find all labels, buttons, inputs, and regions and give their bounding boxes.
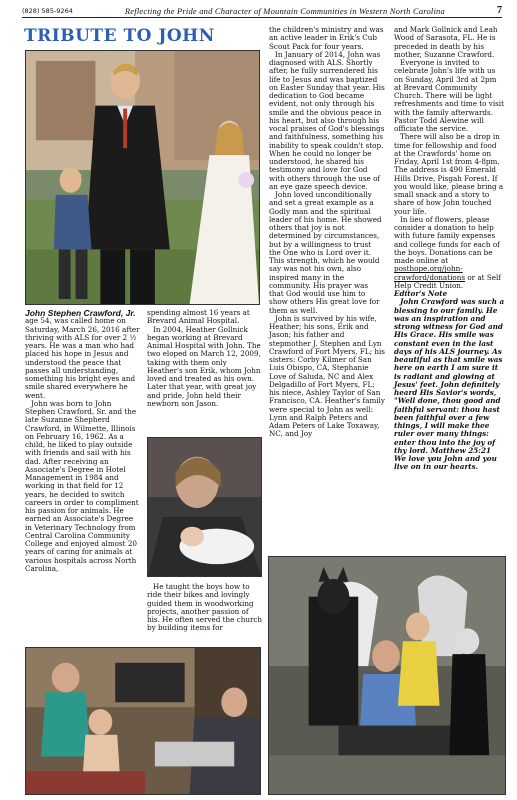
paragraph: and Mark Gollnick and Leah Wood of Sarasota, FL. He is preceded in death by his mother, Suzanne Crawford. xyxy=(394,25,498,59)
header-slogan: Reflecting the Pride and Character of Mountain Communities in Western North Carolina xyxy=(124,5,445,16)
column-2 xyxy=(147,309,263,408)
editor-note-heading: Editor's Note xyxy=(394,289,448,298)
column-2-bottom xyxy=(147,583,263,633)
paragraph: age 54, was called home on Saturday, March 26, 2016 after thriving with ALS for over 2 ½ years. He was a man who had placed his hope in Jesus and understood the peace that passes all understanding, something his bright eyes and smile shared everywhere he went. xyxy=(25,316,140,400)
paragraph: the children's ministry and was an active leader in Erik's Cub Scout Pack for four years. xyxy=(269,25,384,51)
page-header xyxy=(22,4,502,18)
paragraph: John loved unconditionally and set a great example as a Godly man and the spiritual leader of his home. He showed others that joy is not determined by circumstances, but by a willingness to trust the One who is Lord over it. This strength, which he would say was not his own, also inspired many in the community. His prayer was that God would use him to show others His great love for them as well. xyxy=(269,190,382,315)
paragraph: In lieu of flowers, please consider a donation to help with future family expenses and college funds for each of the boys. Donations can be made online at posthope.org/john-crawford/donations or at Self Help Credit Union. xyxy=(394,214,501,290)
mother-baby-photo xyxy=(147,437,262,577)
column-4 xyxy=(394,26,505,472)
paragraph: In January of 2014, John was diagnosed with ALS. Shortly after, he fully surrendered his life to Jesus and was baptized on Easter Sunday that year. His dedication to God became evident, not only through his smile and the obvious peace in his heart, but also through his vocal praises of God's blessings and faithfulness, something his inability to speak couldn't stop. When he could no longer be understood, he shared his testimony and love for God with others through the use of an eye gaze speech device. xyxy=(269,49,385,191)
photo-caption: John Stephen Crawford, Jr. xyxy=(25,308,136,318)
donation-link[interactable]: posthope.org/john-crawford/donations xyxy=(394,264,466,282)
paragraph: John is survived by his wife, Heather; his sons, Erik and Jason; his father and stepmother J. Stephen and Lyn Crawford of Fort Myers, FL; his sisters: Corby Kilmer of San Luis Obispo, CA, Stephanie Love of Saluda, NC and Alex Delgadillo of Fort Myers, FL; his niece, Ashley Taylor of San Francisco, CA. Heather's family were special to John as well: Lynn and Ralph Peters and Adam Peters of Lake Toxaway, NC, and Joy xyxy=(269,313,385,439)
halloween-family-photo xyxy=(268,556,506,795)
paragraph: In 2004, Heather Gollnick began working at Brevard Animal Hospital with John. The two eloped on March 12, 2009, taking with them only Heather's son Erik, whom John loved and treated as his own. Later that year, with great joy and pride, John held their newborn son Jason. xyxy=(147,324,261,408)
paragraph: Everyone is invited to celebrate John's life with us on Sunday, April 3rd at 2pm at Brevard Community Church. There will be light refreshments and time to visit with the family afterwards. Pastor Todd Alewine will officiate the service. xyxy=(394,58,504,133)
header-phone: (828) 585-9264 xyxy=(22,6,73,15)
paragraph: There will also be a drop in time for fellowship and food at the Crawfords' home on Friday, April 1st from 4-8pm. The address is 490 Emerald Hills Drive, Pisgah Forest. If you would like, please bring a small snack and a story to share of how John touched your life. xyxy=(394,132,504,216)
wedding-photo xyxy=(25,50,260,305)
paragraph: He taught the boys how to ride their bikes and lovingly guided them in woodworking projects, another passion of his. He often served the church by building items for xyxy=(147,582,263,633)
column-1 xyxy=(25,309,142,573)
family-home-photo xyxy=(25,647,261,795)
paragraph: John was born to John Stephen Crawford, Sr. and the late Suzanne Shepherd Crawford, in Wilmette, Illinois on February 16, 1962. As a child, he liked to play outside with friends and sail with his dad. After receiving an Associate's Degree in Hotel Management in 1984 and working in that field for 12 years, he decided to switch careers in order to compliment his passion for animals. He earned an Associate's Degree in Veterinary Technology from Central Carolina Community College and enjoyed almost 20 years of caring for animals at various hospitals across North Carolina, xyxy=(25,398,139,573)
page-number: 7 xyxy=(497,5,502,16)
paragraph: spending almost 16 years at Brevard Animal Hospital. xyxy=(147,308,250,326)
article-title: TRIBUTE TO JOHN xyxy=(24,26,215,46)
column-3 xyxy=(269,26,385,439)
editor-note: John Crawford was such a blessing to our family. He was an inspiration and strong witness for God and His Grace. His smile was constant even in the last days of his ALS journey. As beautiful as that smile was here on earth I am sure it is radiant and glowing at Jesus' feet. John definitely heard His Savior's words, "Well done, thou good and faithful servant: thou hast been faithful over a few things, I will make thee ruler over many things: enter thou into the joy of thy lord. Matthew 25:21 We love you John and you live on in our hearts. xyxy=(394,297,505,472)
